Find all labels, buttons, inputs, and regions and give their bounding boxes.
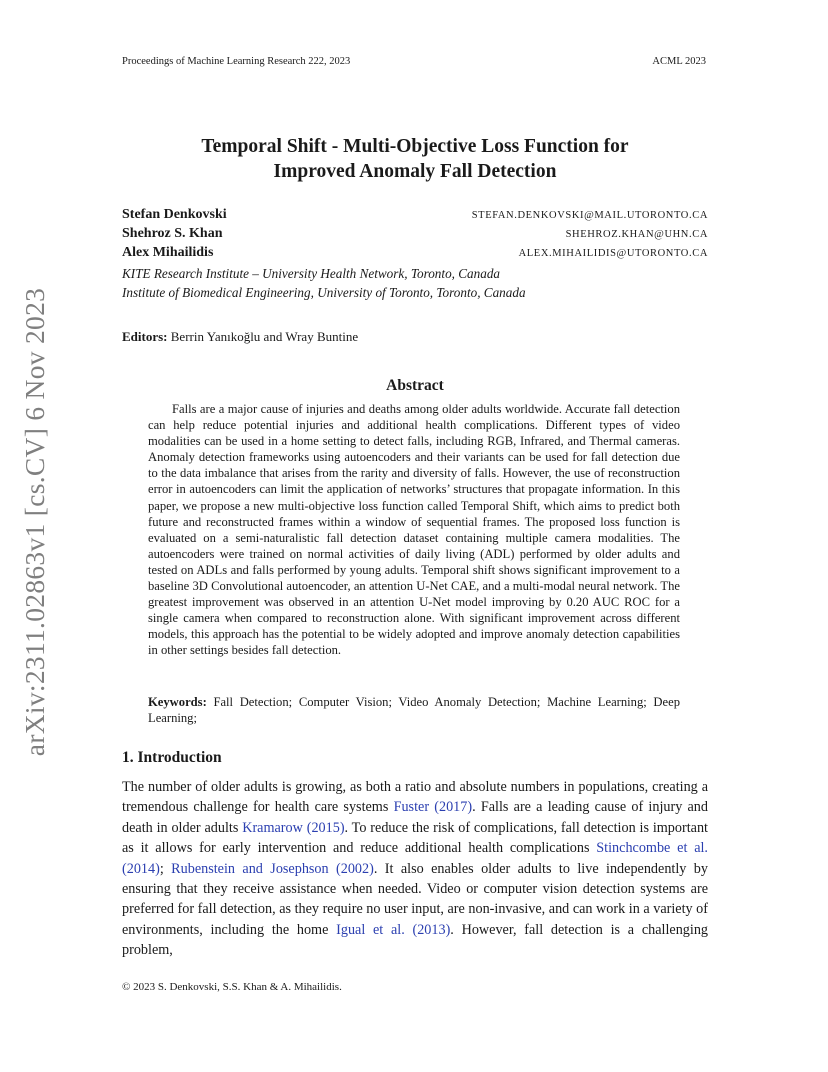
citation-link[interactable]: Kramarow (2015) bbox=[242, 819, 345, 836]
editors-label: Editors: bbox=[122, 329, 168, 344]
keywords-text: Fall Detection; Computer Vision; Video Anomaly Detection; Machine Learning; Deep Learning; bbox=[148, 695, 680, 726]
intro-text: The number of older adults is growing, as both a ratio and absolute numbers in populations, creating a tremendous challenge for health care systems bbox=[122, 779, 708, 816]
author-name: Stefan Denkovski bbox=[122, 207, 227, 222]
citation-link[interactable]: Stinchcombe et al. (2014) bbox=[122, 840, 708, 877]
author-row bbox=[122, 207, 708, 226]
intro-text: ; bbox=[159, 860, 172, 877]
citation-link[interactable]: Rubenstein and Josephson (2002) bbox=[171, 860, 374, 877]
affiliation: Institute of Biomedical Engineering, University of Toronto, Toronto, Canada bbox=[122, 285, 526, 300]
intro-text: . However, fall detection is a challenging problem, bbox=[122, 921, 709, 959]
editors-line bbox=[122, 329, 358, 345]
running-header-venue: ACML 2023 bbox=[652, 56, 706, 67]
citation-link[interactable]: Igual et al. (2013) bbox=[336, 921, 451, 938]
section-heading-introduction: 1. Introduction bbox=[122, 749, 222, 766]
keywords-line bbox=[148, 694, 680, 726]
paper-title bbox=[122, 134, 708, 184]
abstract-text: Falls are a major cause of injuries and deaths among older adults worldwide. Accurate fall detection can help reduce potential injuries and additional health complications. Different types of video modalities can be used in a home setting to detect falls, including RGB, Infrared, and Thermal cameras. Anomaly detection frameworks using autoencoders and their variants can be used for fall detection due to the data imbalance that arises from the rarity and diversity of falls. However, the use of reconstruction error in autoencoders can limit the application of networks’ structures that propagate information. In this paper, we propose a new multi-objective loss function called Temporal Shift, which aims to predict both future and reconstructed frames within a window of sequential frames. The proposed loss function is evaluated on a semi-naturalistic fall detection dataset containing multiple camera modalities. The autoencoders were trained on normal activities of daily living (ADL) performed by older adults and tested on ADLs and falls performed by young adults. Temporal shift shows significant improvement to a baseline 3D Convolutional autoencoder, an attention U-Net CAE, and a multi-modal neural network. The greatest improvement was observed in an attention U-Net model improving by 0.20 AUC ROC for a single camera when compared to reconstruction alone. With significant improvement across different models, this approach has the potential to be widely adopted and improve anomaly detection capabilities in other settings besides fall detection. bbox=[148, 402, 680, 658]
author-name: Shehroz S. Khan bbox=[122, 226, 223, 241]
arxiv-identifier-stamp: arXiv:2311.02863v1 [cs.CV] 6 Nov 2023 bbox=[19, 287, 50, 757]
paper-title-line-1: Temporal Shift - Multi-Objective Loss Function for bbox=[201, 136, 629, 157]
intro-text: . Falls are a leading cause of injury and death in older adults bbox=[122, 799, 708, 836]
author-email: STEFAN.DENKOVSKI@MAIL.UTORONTO.CA bbox=[471, 210, 708, 221]
author-block bbox=[122, 207, 708, 302]
author-email: SHEHROZ.KHAN@UHN.CA bbox=[565, 229, 708, 240]
copyright-footer: © 2023 S. Denkovski, S.S. Khan & A. Mihailidis. bbox=[122, 981, 342, 993]
author-row bbox=[122, 245, 708, 264]
citation-link[interactable]: Fuster (2017) bbox=[393, 799, 473, 816]
running-header-proceedings: Proceedings of Machine Learning Research 222, 2023 bbox=[122, 56, 351, 67]
author-name: Alex Mihailidis bbox=[122, 245, 214, 260]
affiliation: KITE Research Institute – University Health Network, Toronto, Canada bbox=[122, 266, 501, 281]
author-row bbox=[122, 226, 708, 245]
intro-text: . To reduce the risk of complications, fall detection is important as it allows for early intervention and reduce additional health complications bbox=[122, 819, 708, 857]
abstract-heading: Abstract bbox=[386, 377, 444, 394]
paper-title-line-2: Improved Anomaly Fall Detection bbox=[273, 161, 557, 182]
author-email: ALEX.MIHAILIDIS@UTORONTO.CA bbox=[518, 248, 708, 259]
editors-names: Berrin Yanıkoğlu and Wray Buntine bbox=[170, 329, 359, 344]
introduction-paragraph bbox=[122, 777, 708, 961]
keywords-label: Keywords: bbox=[148, 695, 207, 709]
intro-text: . It also enables older adults to live independently by ensuring that they receive assistance when needed. Video or computer vision detection systems are preferred for fall detection, as they require no user input, are non-invasive, and can work in a variety of environments, including the home bbox=[122, 860, 708, 938]
